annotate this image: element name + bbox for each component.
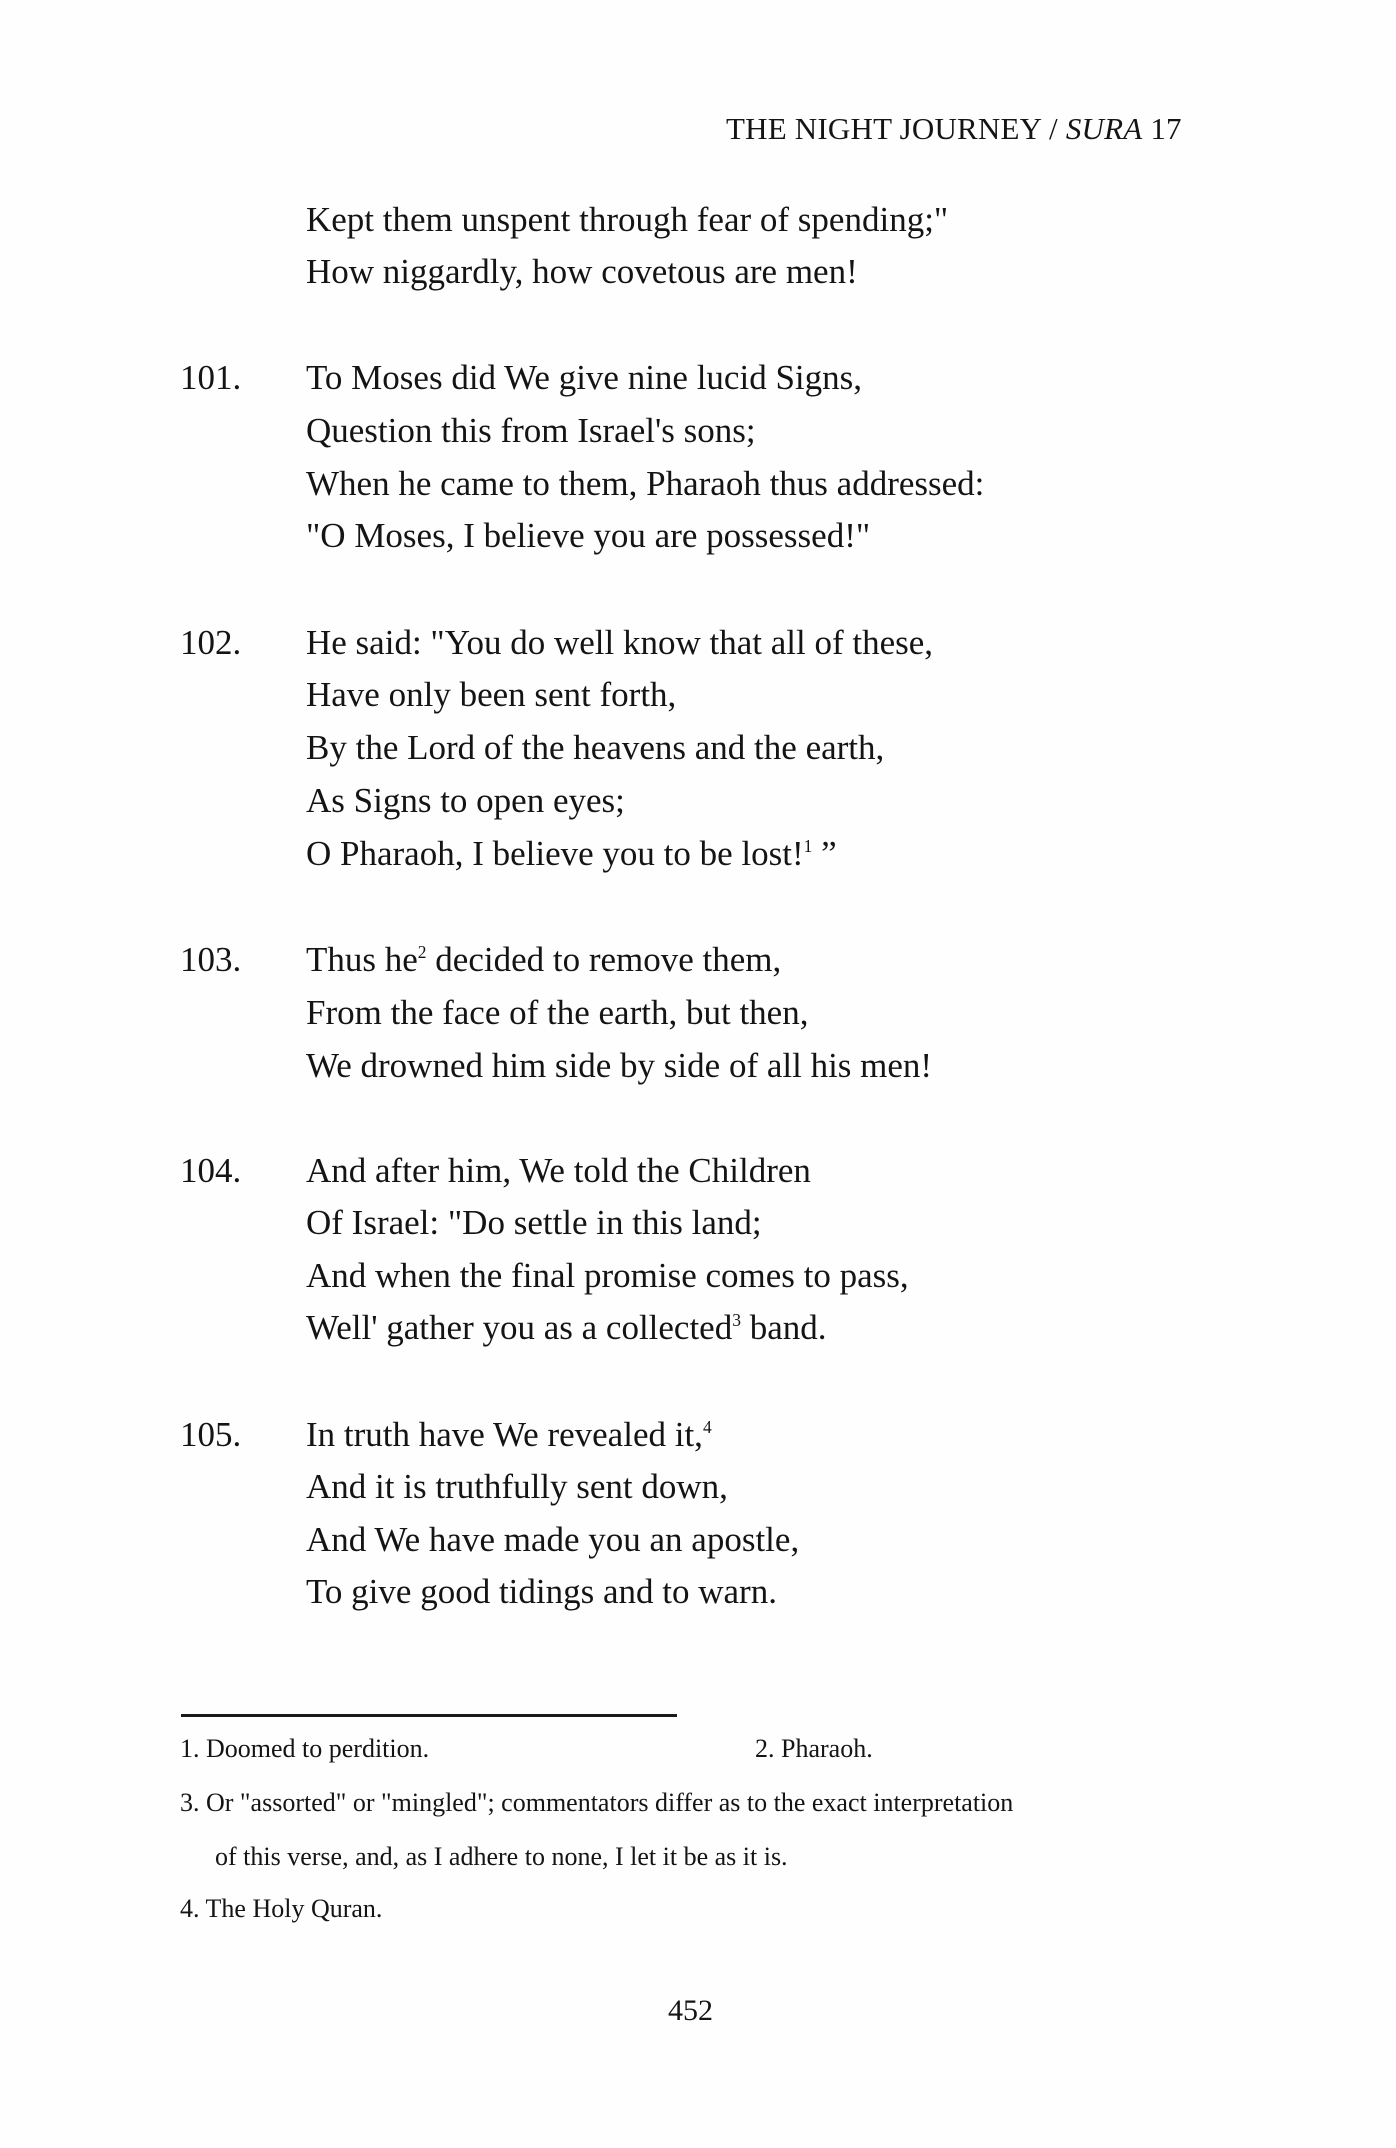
- verse-line: As Signs to open eyes;: [306, 781, 625, 820]
- footnote-4: 4. The Holy Quran.: [180, 1894, 383, 1923]
- footnote-2: 2. Pharaoh.: [755, 1734, 873, 1763]
- footnote-ref-4[interactable]: 4: [702, 1416, 712, 1437]
- verse-line: Kept them unspent through fear of spending;": [306, 200, 949, 239]
- line-text: decided to remove them,: [426, 940, 782, 979]
- verse-line: [306, 836, 837, 871]
- verse-line: From the face of the earth, but then,: [306, 993, 809, 1032]
- verse-line: And when the final promise comes to pass,: [306, 1256, 909, 1295]
- verse-line: [306, 1417, 712, 1452]
- running-header: [726, 113, 1182, 144]
- verse-line: "O Moses, I believe you are possessed!": [306, 516, 871, 555]
- footnote-1: 1. Doomed to perdition.: [180, 1734, 430, 1763]
- footnote-3: 3. Or "assorted" or "mingled"; commentators differ as to the exact interpretation: [180, 1788, 1014, 1817]
- verse-line: And after him, We told the Children: [306, 1151, 811, 1190]
- verse-number: 105.: [180, 1415, 242, 1454]
- verse-line: And it is truthfully sent down,: [306, 1467, 728, 1506]
- header-sura-label: SURA: [1065, 111, 1143, 146]
- line-text: Well' gather you as a collected: [306, 1308, 733, 1347]
- line-text: O Pharaoh, I believe you to be lost!: [306, 834, 804, 873]
- line-text: In truth have We revealed it,: [306, 1415, 703, 1454]
- verse-line: Of Israel: "Do settle in this land;: [306, 1203, 762, 1242]
- footnote-3-continued: of this verse, and, as I adhere to none, I let it be as it is.: [215, 1842, 788, 1871]
- footnote-rule: [181, 1714, 677, 1717]
- line-text: ”: [812, 834, 837, 873]
- verse-line: How niggardly, how covetous are men!: [306, 252, 858, 291]
- verse-line: Question this from Israel's sons;: [306, 411, 756, 450]
- verse-line: Have only been sent forth,: [306, 675, 677, 714]
- header-sura-number: 17: [1142, 111, 1182, 146]
- verse-line: He said: "You do well know that all of these,: [306, 623, 934, 662]
- page-number: 452: [668, 1994, 713, 2027]
- header-title: THE NIGHT JOURNEY /: [726, 111, 1066, 146]
- verse-number: 102.: [180, 623, 242, 662]
- verse-number: 101.: [180, 358, 242, 397]
- verse-number: 103.: [180, 940, 242, 979]
- verse-line: To Moses did We give nine lucid Signs,: [306, 358, 863, 397]
- footnote-ref-1[interactable]: 1: [803, 835, 813, 856]
- verse-line: And We have made you an apostle,: [306, 1520, 800, 1559]
- verse-line: To give good tidings and to warn.: [306, 1572, 777, 1611]
- footnote-ref-3[interactable]: 3: [732, 1309, 741, 1330]
- line-text: Thus he: [306, 940, 418, 979]
- footnote-ref-2[interactable]: 2: [417, 941, 427, 962]
- verse-line: [306, 1310, 827, 1345]
- line-text: band.: [740, 1308, 827, 1347]
- verse-line: [306, 942, 781, 977]
- verse-line: When he came to them, Pharaoh thus addressed:: [306, 464, 985, 503]
- verse-number: 104.: [180, 1151, 242, 1190]
- verse-line: We drowned him side by side of all his men!: [306, 1046, 933, 1085]
- verse-line: By the Lord of the heavens and the earth,: [306, 728, 885, 767]
